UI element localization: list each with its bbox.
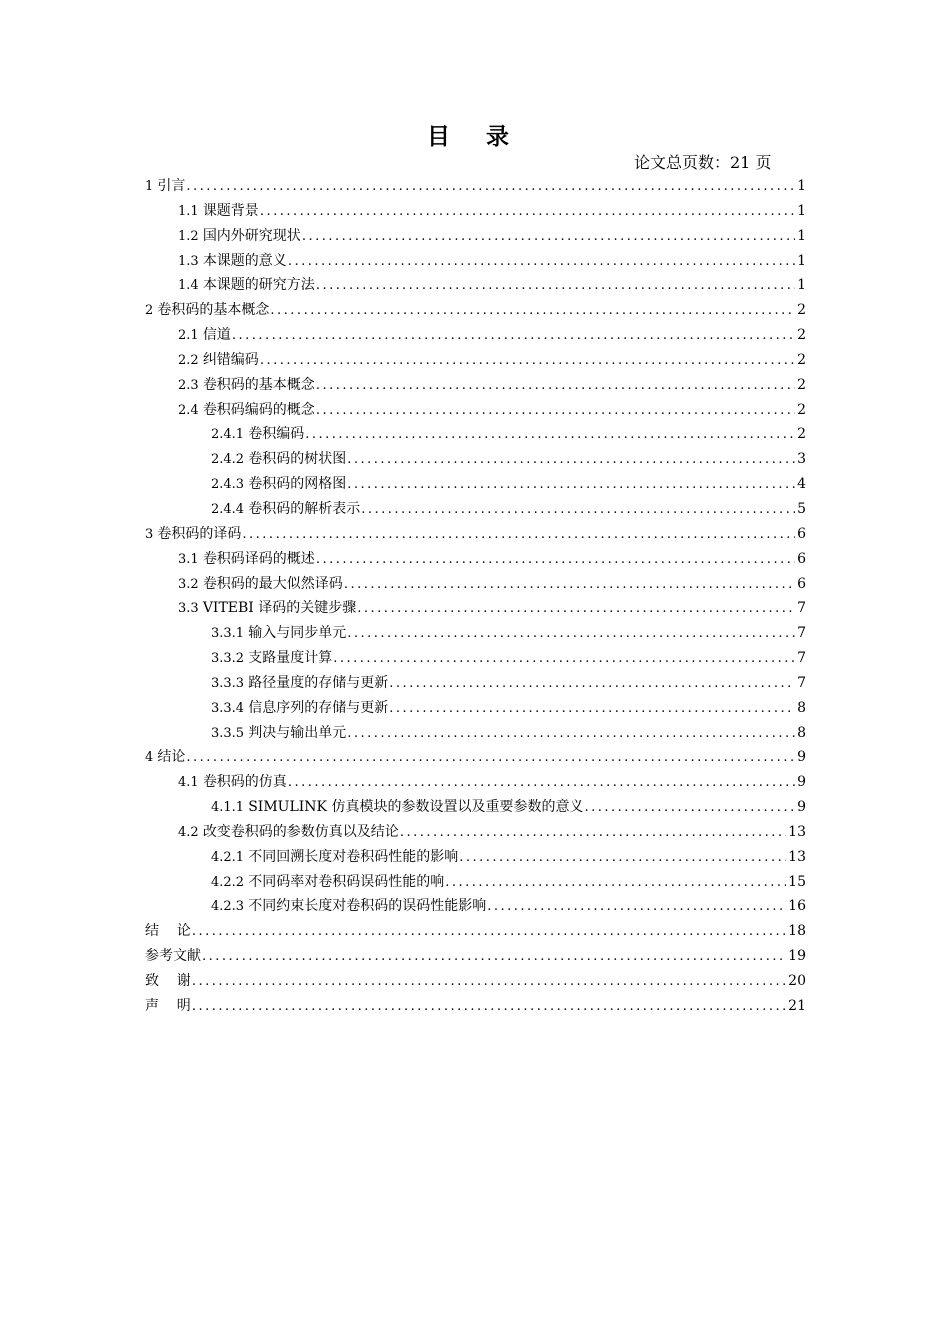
toc-entry-page: 2 (797, 426, 806, 443)
toc-entry-number: 3.3.1 (211, 626, 249, 642)
toc-entry-page: 7 (797, 625, 806, 642)
toc-entry-page: 6 (797, 575, 806, 592)
toc-entry-number: 3.3.5 (211, 725, 249, 741)
toc-entry[interactable] (145, 224, 806, 249)
toc-entry[interactable] (145, 969, 806, 994)
toc-entry-number: 2.4.2 (211, 452, 249, 468)
toc-entry[interactable] (145, 249, 806, 274)
toc-entry-page: 15 (788, 873, 806, 890)
toc-entry-label: 卷积码的译码 (157, 525, 242, 542)
toc-entry[interactable] (145, 621, 806, 646)
toc-leader-dots (192, 920, 786, 944)
toc-entry-label: 卷积码的树状图 (248, 451, 347, 468)
toc-entry[interactable] (145, 174, 806, 199)
toc-entry-number: 4.2.3 (211, 899, 249, 915)
toc-entry-number: 3.2 (178, 576, 203, 592)
toc-leader-dots (305, 423, 795, 447)
toc-entry-page: 1 (797, 252, 806, 269)
toc-entry-page: 18 (788, 923, 806, 940)
toc-entry-label: 纠错编码 (202, 351, 259, 368)
toc-entry-page: 6 (797, 550, 806, 567)
page-title: 目 录 (426, 123, 523, 150)
toc-entry[interactable] (145, 547, 806, 572)
toc-entry-number: 3.3.3 (211, 675, 249, 691)
toc-leader-dots (347, 473, 795, 497)
toc-entry-label: 国内外研究现状 (202, 227, 301, 244)
toc-entry[interactable] (145, 944, 806, 969)
toc-leader-dots (357, 597, 795, 621)
table-of-contents (145, 174, 806, 1019)
toc-entry-number: 3.3.4 (211, 700, 249, 716)
toc-leader-dots (347, 448, 795, 472)
toc-leader-dots (584, 796, 795, 820)
toc-entry-label: 卷积码的基本概念 (157, 302, 270, 319)
toc-entry-page: 3 (797, 451, 806, 468)
toc-entry-page: 1 (797, 202, 806, 219)
toc-entry-page: 4 (797, 476, 806, 493)
toc-entry-page: 2 (797, 376, 806, 393)
toc-leader-dots (232, 324, 795, 348)
toc-entry[interactable] (145, 870, 806, 895)
toc-entry-page: 13 (788, 823, 806, 840)
toc-leader-dots (270, 299, 795, 323)
toc-entry[interactable] (145, 348, 806, 373)
toc-entry-page: 16 (788, 898, 806, 915)
toc-leader-dots (202, 945, 786, 969)
toc-entry-page: 2 (797, 327, 806, 344)
toc-entry[interactable] (145, 398, 806, 423)
toc-entry-number: 3 (145, 526, 158, 542)
toc-leader-dots (400, 821, 786, 845)
toc-entry-label: 不同回溯长度对卷积码性能的影响 (248, 848, 459, 865)
toc-entry-number: 1.1 (178, 203, 203, 219)
toc-entry-label: 卷积码编码的概念 (202, 401, 315, 418)
toc-entry-page: 7 (797, 600, 806, 617)
toc-entry[interactable] (145, 894, 806, 919)
toc-entry-page: 8 (797, 724, 806, 741)
toc-entry-number: 2.4.1 (211, 427, 249, 443)
toc-entry[interactable] (145, 447, 806, 472)
toc-entry[interactable] (145, 373, 806, 398)
toc-entry[interactable] (145, 596, 806, 621)
toc-entry-page: 1 (797, 227, 806, 244)
toc-entry-page: 2 (797, 351, 806, 368)
toc-entry-label: 路径量度的存储与更新 (248, 674, 389, 691)
toc-entry-label: SIMULINK 仿真模块的参数设置以及重要参数的意义 (248, 799, 584, 816)
toc-entry[interactable] (145, 646, 806, 671)
toc-entry-label: 结 论 (145, 923, 191, 940)
toc-entry[interactable] (145, 497, 806, 522)
toc-entry-number: 2.4.4 (211, 501, 249, 517)
toc-entry-number: 1.2 (178, 228, 203, 244)
toc-entry[interactable] (145, 721, 806, 746)
toc-entry[interactable] (145, 845, 806, 870)
toc-entry-label: 卷积码的最大似然译码 (202, 575, 343, 592)
toc-entry-label: 不同约束长度对卷积码的误码性能影响 (248, 898, 487, 915)
toc-entry-number: 4 (145, 750, 158, 766)
toc-entry-number: 3.3 (178, 601, 203, 617)
toc-entry-number: 2.1 (178, 328, 203, 344)
toc-entry-label: 改变卷积码的参数仿真以及结论 (202, 823, 399, 840)
toc-entry[interactable] (145, 994, 806, 1019)
page-count: 论文总页数：21 页 (634, 153, 772, 172)
toc-leader-dots (302, 225, 795, 249)
toc-entry-page: 7 (797, 674, 806, 691)
toc-entry-label: 卷积码的仿真 (202, 774, 287, 791)
toc-leader-dots (288, 250, 795, 274)
toc-leader-dots (242, 523, 795, 547)
toc-leader-dots (361, 498, 795, 522)
toc-entry-label: 不同码率对卷积码误码性能的响 (248, 873, 445, 890)
toc-leader-dots (389, 697, 795, 721)
toc-entry[interactable] (145, 919, 806, 944)
toc-entry-label: 卷积码的解析表示 (248, 500, 361, 517)
toc-leader-dots (316, 274, 795, 298)
toc-entry-number: 4.2.1 (211, 849, 249, 865)
toc-entry-label: 卷积码的基本概念 (202, 376, 315, 393)
toc-leader-dots (333, 647, 795, 671)
toc-entry-number: 3.1 (178, 551, 203, 567)
toc-entry-label: 声 明 (145, 997, 191, 1014)
toc-leader-dots (445, 871, 786, 895)
toc-entry[interactable] (145, 323, 806, 348)
toc-entry-number: 4.1 (178, 775, 203, 791)
toc-entry-number: 1.4 (178, 278, 203, 294)
toc-entry[interactable] (145, 273, 806, 298)
toc-entry-label: 输入与同步单元 (248, 625, 347, 642)
toc-entry-page: 2 (797, 302, 806, 319)
toc-leader-dots (316, 548, 795, 572)
toc-entry-label: 支路量度计算 (248, 650, 333, 667)
toc-entry[interactable] (145, 745, 806, 770)
toc-leader-dots (192, 995, 786, 1019)
toc-leader-dots (316, 399, 795, 423)
toc-entry-number: 4.2 (178, 824, 203, 840)
toc-entry[interactable] (145, 572, 806, 597)
toc-leader-dots (487, 895, 786, 919)
toc-entry[interactable] (145, 298, 806, 323)
toc-entry-label: VITEBI 译码的关键步骤 (202, 600, 357, 617)
toc-entry-label: 本课题的意义 (202, 252, 287, 269)
toc-entry-label: 课题背景 (202, 202, 259, 219)
toc-entry-page: 21 (788, 997, 806, 1014)
toc-entry[interactable] (145, 199, 806, 224)
toc-entry-label: 参考文献 (145, 948, 201, 965)
toc-entry[interactable] (145, 422, 806, 447)
toc-entry-page: 9 (797, 774, 806, 791)
toc-entry[interactable] (145, 820, 806, 845)
toc-entry-label: 结论 (157, 749, 186, 766)
toc-leader-dots (344, 573, 795, 597)
toc-entry-number: 2.4.3 (211, 477, 249, 493)
toc-entry-number: 2.2 (178, 352, 203, 368)
toc-leader-dots (347, 722, 795, 746)
toc-entry-number: 4.2.2 (211, 874, 249, 890)
toc-entry-page: 5 (797, 500, 806, 517)
toc-entry[interactable] (145, 795, 806, 820)
toc-entry-page: 1 (797, 178, 806, 194)
toc-entry[interactable] (145, 522, 806, 547)
toc-leader-dots (186, 175, 795, 199)
toc-leader-dots (288, 771, 795, 795)
toc-entry[interactable] (145, 696, 806, 721)
toc-leader-dots (260, 200, 795, 224)
toc-entry-label: 信道 (202, 327, 231, 344)
toc-entry[interactable] (145, 671, 806, 696)
toc-entry-number: 2.3 (178, 377, 203, 393)
toc-entry-label: 致 谢 (145, 973, 191, 989)
toc-entry-number: 1.3 (178, 253, 203, 269)
toc-entry-page: 7 (797, 650, 806, 667)
toc-entry[interactable] (145, 770, 806, 795)
toc-leader-dots (389, 672, 795, 696)
toc-leader-dots (347, 622, 795, 646)
toc-entry-page: 19 (788, 948, 806, 965)
toc-entry-number: 4.1.1 (211, 800, 249, 816)
toc-leader-dots (192, 970, 786, 994)
toc-entry-label: 本课题的研究方法 (202, 277, 315, 294)
toc-entry-number: 2 (145, 303, 158, 319)
toc-entry-label: 信息序列的存储与更新 (248, 699, 389, 716)
toc-entry-number: 3.3.2 (211, 651, 249, 667)
toc-leader-dots (260, 349, 795, 373)
toc-leader-dots (186, 746, 795, 770)
toc-entry-label: 引言 (157, 178, 186, 194)
toc-entry-label: 卷积码的网格图 (248, 476, 347, 493)
toc-entry-label: 判决与输出单元 (248, 724, 347, 741)
toc-entry-page: 1 (797, 277, 806, 294)
toc-leader-dots (316, 374, 795, 398)
toc-entry-page: 2 (797, 401, 806, 418)
toc-entry-number: 1 (145, 179, 158, 194)
toc-entry-page: 6 (797, 525, 806, 542)
toc-entry-page: 20 (788, 973, 806, 989)
toc-entry-label: 卷积编码 (248, 426, 305, 443)
toc-entry-page: 9 (797, 799, 806, 816)
toc-entry-page: 9 (797, 749, 806, 766)
toc-entry-page: 8 (797, 699, 806, 716)
toc-entry-page: 13 (788, 848, 806, 865)
toc-leader-dots (459, 846, 786, 870)
toc-entry[interactable] (145, 472, 806, 497)
toc-entry-label: 卷积码译码的概述 (202, 550, 315, 567)
toc-entry-number: 2.4 (178, 402, 203, 418)
